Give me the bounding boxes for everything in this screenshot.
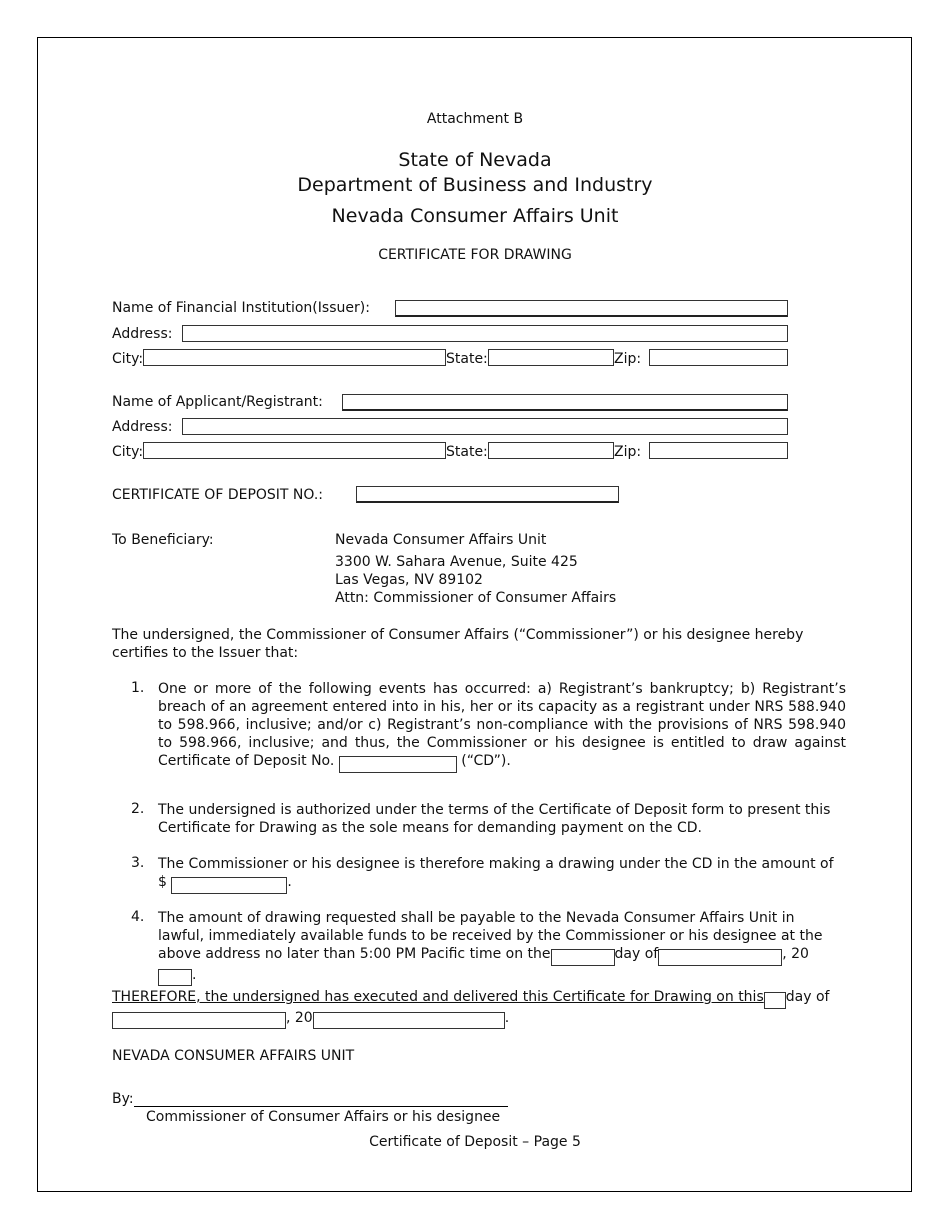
applicant-name-label: Name of Applicant/Registrant: <box>112 394 323 410</box>
department-title: Department of Business and Industry <box>297 174 653 196</box>
item-3-suffix: . <box>287 874 292 890</box>
item-1-text: One or more of the following events has occurred: a) Registrant’s bankruptcy; b) Registrant’s breach of an agreement entered into in his, her or its capacity as a registrant under NRS 588.940 to 598.966, inclusive; and/or c) Registrant’s non-compliance with the provisions of NRS 598.940 to 598.966, inclusive; and thus, the Commissioner or his designee is entitled to draw against Certificate of Deposit No. <box>158 681 846 769</box>
beneficiary-line3: Las Vegas, NV 89102 <box>335 572 483 588</box>
therefore-day-of: day of <box>785 989 830 1005</box>
intro-paragraph: The undersigned, the Commissioner of Consumer Affairs (“Commissioner”) or his designee hereby certifies to the Issuer that: <box>112 627 804 661</box>
item-3-text: The Commissioner or his designee is therefore making a drawing under the CD in the amount of <box>158 856 834 872</box>
state-title: State of Nevada <box>398 149 552 171</box>
item-3-number: 3. <box>131 855 145 871</box>
beneficiary-label: To Beneficiary: <box>112 532 214 548</box>
applicant-address-label: Address: <box>112 419 173 435</box>
cd-number-field[interactable] <box>356 486 619 503</box>
signature-line[interactable] <box>134 1106 508 1107</box>
issuer-zip-field[interactable] <box>649 349 788 366</box>
item-2-number: 2. <box>131 801 145 817</box>
issuer-address-label: Address: <box>112 326 173 342</box>
applicant-zip-field[interactable] <box>649 442 788 459</box>
issuer-address-field[interactable] <box>182 325 788 342</box>
therefore-year-field[interactable] <box>313 1012 505 1029</box>
applicant-state-label: State: <box>446 444 488 460</box>
item-4-paragraph <box>158 909 830 986</box>
item-1-number: 1. <box>131 680 145 696</box>
therefore-paragraph <box>112 988 852 1029</box>
beneficiary-line1: Nevada Consumer Affairs Unit <box>335 532 547 548</box>
issuer-state-field[interactable] <box>488 349 614 366</box>
signature-title: Commissioner of Consumer Affairs or his designee <box>146 1109 501 1125</box>
therefore-text: THEREFORE, the undersigned has executed and delivered this Certificate for Drawing on this <box>112 989 764 1005</box>
therefore-month-field[interactable] <box>112 1012 286 1029</box>
attachment-label: Attachment B <box>426 111 524 127</box>
issuer-city-label: City: <box>112 351 144 367</box>
item-3-paragraph <box>158 855 838 894</box>
beneficiary-line4: Attn: Commissioner of Consumer Affairs <box>335 590 617 606</box>
item-4-year-prefix: , 20 <box>782 946 809 962</box>
applicant-address-field[interactable] <box>182 418 788 435</box>
item-3-dollar-sign: $ <box>158 874 167 890</box>
item-3-amount-field[interactable] <box>171 877 287 894</box>
page-footer: Certificate of Deposit – Page 5 <box>369 1134 581 1150</box>
signature-by-label: By: <box>112 1091 134 1107</box>
signature-unit-heading: NEVADA CONSUMER AFFAIRS UNIT <box>112 1048 355 1064</box>
issuer-name-label: Name of Financial Institution(Issuer): <box>112 300 370 316</box>
item-4-year-field[interactable] <box>158 969 192 986</box>
item-4-day-of: day of <box>614 946 659 962</box>
applicant-city-field[interactable] <box>143 442 446 459</box>
therefore-suffix: . <box>504 1009 510 1026</box>
applicant-name-field[interactable] <box>342 394 788 411</box>
item-4-suffix: . <box>192 966 197 983</box>
therefore-day-field[interactable] <box>764 992 786 1009</box>
applicant-zip-label: Zip: <box>614 444 642 460</box>
item-2-paragraph: The undersigned is authorized under the terms of the Certificate of Deposit form to present this Certificate for Drawing as the sole means for demanding payment on the CD. <box>158 802 831 836</box>
unit-title: Nevada Consumer Affairs Unit <box>331 205 619 227</box>
issuer-state-label: State: <box>446 351 488 367</box>
applicant-city-label: City: <box>112 444 144 460</box>
beneficiary-line2: 3300 W. Sahara Avenue, Suite 425 <box>335 554 578 570</box>
item-1-cd-number-field[interactable] <box>339 756 457 773</box>
issuer-zip-label: Zip: <box>614 351 642 367</box>
item-4-text: The amount of drawing requested shall be payable to the Nevada Consumer Affairs Unit in lawful, immediately available funds to be received by the Commissioner or his designee at the above address no later than 5:00 PM Pacific time on the <box>158 910 823 962</box>
item-1-suffix: (“CD”). <box>456 753 511 769</box>
issuer-name-field[interactable] <box>395 300 788 317</box>
item-4-number: 4. <box>131 909 145 925</box>
cd-number-label: CERTIFICATE OF DEPOSIT NO.: <box>112 487 324 503</box>
issuer-city-field[interactable] <box>143 349 446 366</box>
applicant-state-field[interactable] <box>488 442 614 459</box>
form-title: CERTIFICATE FOR DRAWING <box>378 247 572 263</box>
therefore-year-prefix: , 20 <box>286 1009 313 1026</box>
item-4-month-field[interactable] <box>658 949 782 966</box>
item-4-day-field[interactable] <box>551 949 615 966</box>
item-1-paragraph <box>158 680 846 773</box>
